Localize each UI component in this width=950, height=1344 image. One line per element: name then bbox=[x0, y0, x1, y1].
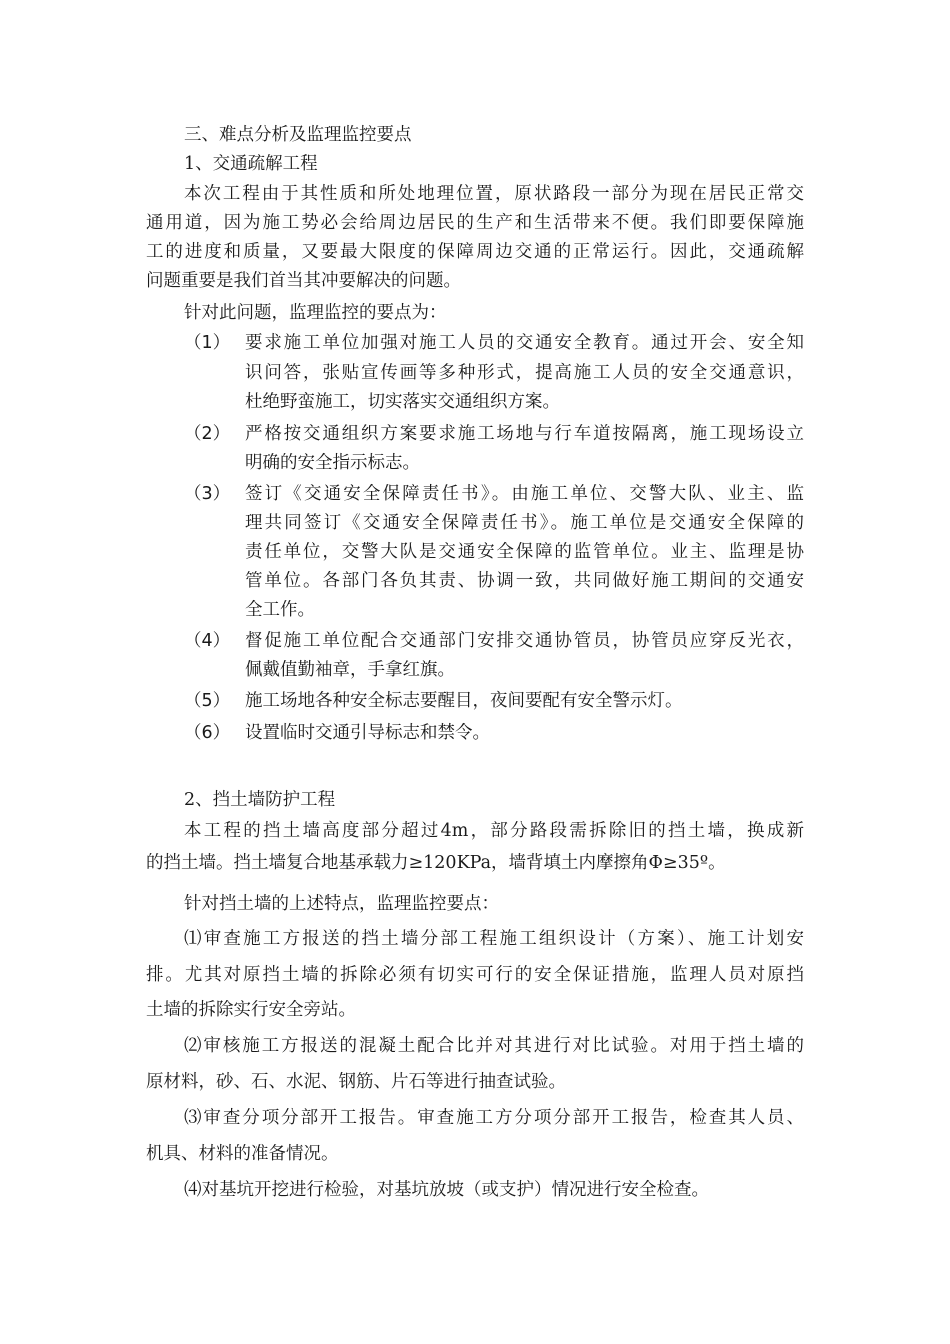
traffic-item-number: （2） bbox=[184, 424, 231, 444]
wall-item-line: ⑷对基坑开挖进行检验，对基坑放坡（或支护）情况进行安全检查。 bbox=[184, 1180, 709, 1200]
traffic-intro-line: 问题重要是我们首当其冲要解决的问题。 bbox=[146, 271, 461, 291]
traffic-item-line: 识问答，张贴宣传画等多种形式，提高施工人员的安全交通意识， bbox=[245, 363, 804, 383]
traffic-item-line: 全工作。 bbox=[245, 600, 315, 620]
traffic-intro-line: 工的进度和质量，又要最大限度的保障周边交通的正常运行。因此，交通疏解 bbox=[146, 242, 804, 262]
traffic-lead: 针对此问题，监理监控的要点为： bbox=[184, 303, 447, 323]
traffic-item-number: （6） bbox=[184, 723, 231, 743]
wall-item-line: 原材料，砂、石、水泥、钢筋、片石等进行抽查试验。 bbox=[146, 1072, 566, 1092]
traffic-item-line: 要求施工单位加强对施工人员的交通安全教育。通过开会、安全知 bbox=[245, 333, 804, 353]
traffic-item-line: 施工场地各种安全标志要醒目，夜间要配有安全警示灯。 bbox=[245, 691, 683, 711]
wall-item-line: 土墙的拆除实行安全旁站。 bbox=[146, 1000, 356, 1020]
traffic-item-line: 佩戴值勤袖章，手拿红旗。 bbox=[245, 660, 455, 680]
traffic-intro-line: 本次工程由于其性质和所处地理位置，原状路段一部分为现在居民正常交 bbox=[184, 184, 804, 204]
traffic-item-line: 责任单位，交警大队是交通安全保障的监管单位。业主、监理是协 bbox=[245, 542, 804, 562]
traffic-item-line: 督促施工单位配合交通部门安排交通协管员，协管员应穿反光衣， bbox=[245, 631, 804, 651]
wall-item-line: 机具、材料的准备情况。 bbox=[146, 1144, 339, 1164]
traffic-item-line: 理共同签订《交通安全保障责任书》。施工单位是交通安全保障的 bbox=[245, 513, 804, 533]
traffic-item-line: 管单位。各部门各负其责、协调一致，共同做好施工期间的交通安 bbox=[245, 571, 804, 591]
traffic-item-line: 严格按交通组织方案要求施工场地与行车道按隔离，施工现场设立 bbox=[245, 424, 804, 444]
wall-lead: 针对挡土墙的上述特点，监理监控要点： bbox=[184, 894, 499, 914]
traffic-item-number: （1） bbox=[184, 333, 231, 353]
traffic-item-number: （4） bbox=[184, 631, 231, 651]
wall-item-line: ⑵审核施工方报送的混凝土配合比并对其进行对比试验。对用于挡土墙的 bbox=[184, 1036, 804, 1056]
section-heading: 三、难点分析及监理监控要点 bbox=[184, 125, 412, 145]
traffic-item-line: 杜绝野蛮施工，切实落实交通组织方案。 bbox=[245, 392, 560, 412]
wall-heading: 2、挡土墙防护工程 bbox=[184, 790, 336, 810]
traffic-item-line: 签订《交通安全保障责任书》。由施工单位、交警大队、业主、监 bbox=[245, 484, 804, 504]
wall-intro-line: 的挡土墙。挡土墙复合地基承载力≥120KPa，墙背填土内摩擦角Φ≥35º。 bbox=[146, 853, 726, 873]
wall-intro-line: 本工程的挡土墙高度部分超过4m，部分路段需拆除旧的挡土墙，换成新 bbox=[184, 821, 804, 841]
traffic-item-line: 设置临时交通引导标志和禁令。 bbox=[245, 723, 490, 743]
traffic-item-number: （5） bbox=[184, 691, 231, 711]
traffic-intro-line: 通用道，因为施工势必会给周边居民的生产和生活带来不便。我们即要保障施 bbox=[146, 213, 804, 233]
traffic-heading: 1、交通疏解工程 bbox=[184, 154, 318, 174]
traffic-item-line: 明确的安全指示标志。 bbox=[245, 453, 420, 473]
wall-item-line: ⑴审查施工方报送的挡土墙分部工程施工组织设计（方案）、施工计划安 bbox=[184, 929, 804, 949]
wall-item-line: 排。尤其对原挡土墙的拆除必须有切实可行的安全保证措施，监理人员对原挡 bbox=[146, 965, 804, 985]
wall-item-line: ⑶审查分项分部开工报告。审查施工方分项分部开工报告，检查其人员、 bbox=[184, 1108, 804, 1128]
traffic-item-number: （3） bbox=[184, 484, 231, 504]
